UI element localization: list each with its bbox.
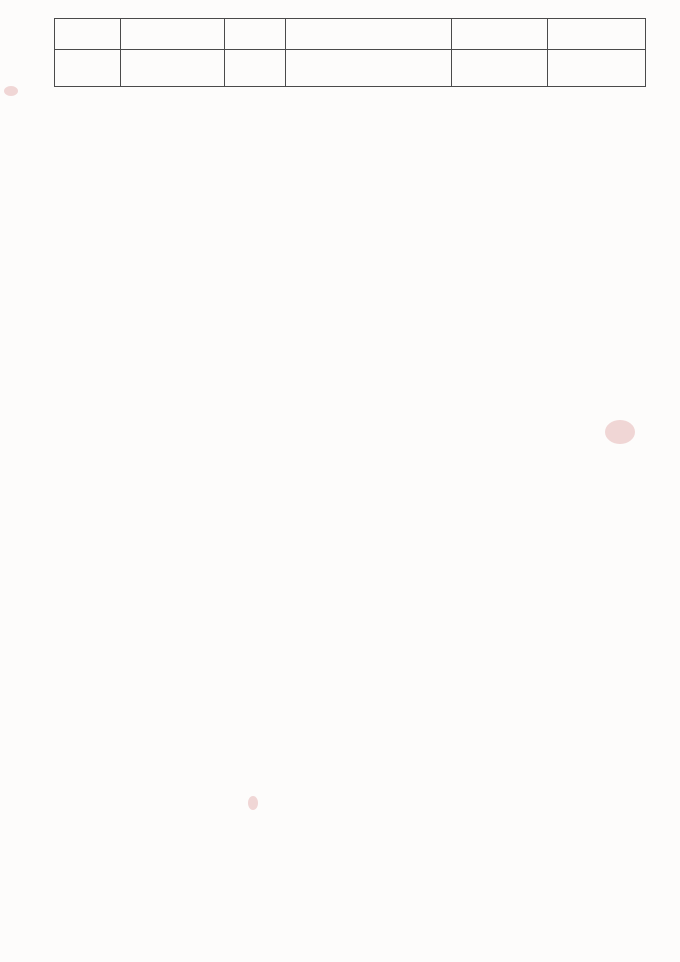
total-count bbox=[452, 50, 548, 87]
footer-empty-cell bbox=[286, 50, 452, 87]
paper-stain bbox=[4, 86, 18, 96]
roster-table bbox=[54, 18, 646, 87]
header-door bbox=[121, 19, 225, 50]
paper-stain bbox=[248, 796, 258, 810]
header-id-number bbox=[286, 19, 452, 50]
footer-empty-cell bbox=[121, 50, 225, 87]
header-month bbox=[548, 19, 646, 50]
paper-stain bbox=[605, 420, 635, 444]
footer-empty-cell bbox=[548, 50, 646, 87]
footer-empty-cell bbox=[55, 50, 121, 87]
header-name bbox=[225, 19, 286, 50]
header-group bbox=[55, 19, 121, 50]
footer-row bbox=[55, 50, 646, 87]
header-july bbox=[452, 19, 548, 50]
footer-empty-cell bbox=[225, 50, 286, 87]
table-header bbox=[55, 19, 646, 50]
